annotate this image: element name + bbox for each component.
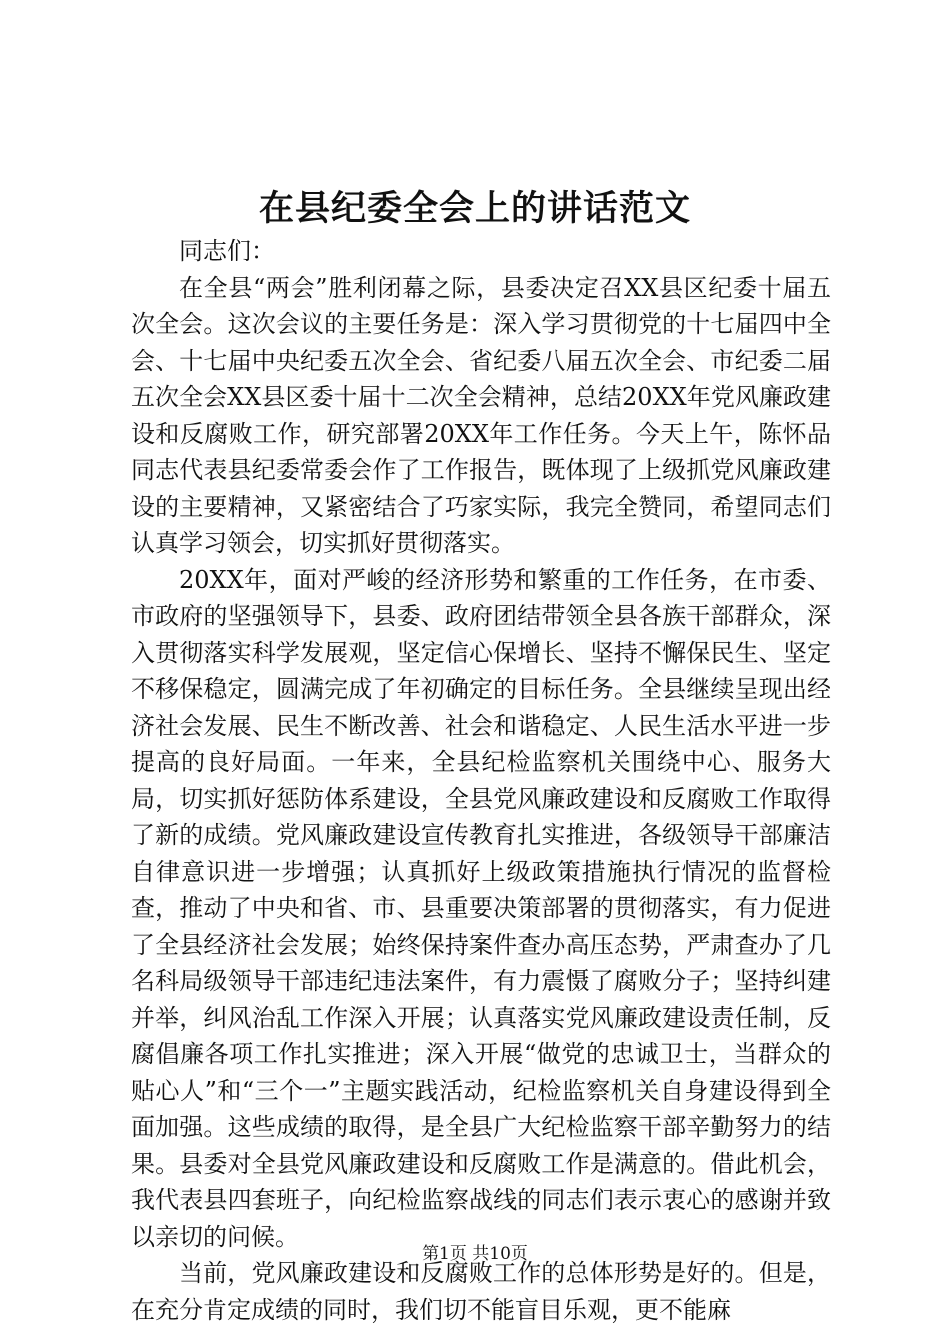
document-title: 在县纪委全会上的讲话范文 xyxy=(258,188,691,229)
paragraph-3: 当前，党风廉政建设和反腐败工作的总体形势是好的。但是，在充分肯定成绩的同时，我们切不能盲目乐观，更不能麻 xyxy=(131,1259,831,1324)
page-footer xyxy=(0,1240,950,1268)
document-body xyxy=(131,233,831,1328)
paragraph-1: 在全县“两会”胜利闭幕之际，县委决定召XX县区纪委十届五次全会。这次会议的主要任务是：深入学习贯彻党的十七届四中全会、十七届中央纪委五次全会、省纪委八届五次全会、市纪委二届五次全会XX县区委十届十二次全会精神，总结20XX年党风廉政建设和反腐败工作，研究部署20XX年工作任务。今天上午，陈怀品同志代表县纪委常委会作了工作报告，既体现了上级抓党风廉政建设的主要精神，又紧密结合了巧家实际，我完全赞同，希望同志们认真学习领会，切实抓好贯彻落实。 xyxy=(131,273,831,557)
page-total: 共10页 xyxy=(472,1244,528,1264)
paragraph-2: 20XX年，面对严峻的经济形势和繁重的工作任务，在市委、市政府的坚强领导下，县委、政府团结带领全县各族干部群众，深入贯彻落实科学发展观，坚定信心保增长、坚持不懈保民生、坚定不移保稳定，圆满完成了年初确定的目标任务。全县继续呈现出经济社会发展、民生不断改善、社会和谐稳定、人民生活水平进一步提高的良好局面。一年来，全县纪检监察机关围绕中心、服务大局，切实抓好惩防体系建设，全县党风廉政建设和反腐败工作取得了新的成绩。党风廉政建设宣传教育扎实推进，各级领导干部廉洁自律意识进一步增强；认真抓好上级政策措施执行情况的监督检查，推动了中央和省、市、县重要决策部署的贯彻落实，有力促进了全县经济社会发展；始终保持案件查办高压态势，严肃查办了几名科局级领导干部违纪违法案件，有力震慑了腐败分子；坚持纠建并举，纠风治乱工作深入开展；认真落实党风廉政建设责任制，反腐倡廉各项工作扎实推进；深入开展“做党的忠诚卫士，当群众的贴心人”和“三个一”主题实践活动，纪检监察机关自身建设得到全面加强。这些成绩的取得，是全县广大纪检监察干部辛勤努力的结果。县委对全县党风廉政建设和反腐败工作是满意的。借此机会，我代表县四套班子，向纪检监察战线的同志们表示衷心的感谢并致以亲切的问候。 xyxy=(131,565,831,1251)
salutation: 同志们： xyxy=(179,237,275,265)
page-number: 第1页 xyxy=(422,1244,467,1264)
